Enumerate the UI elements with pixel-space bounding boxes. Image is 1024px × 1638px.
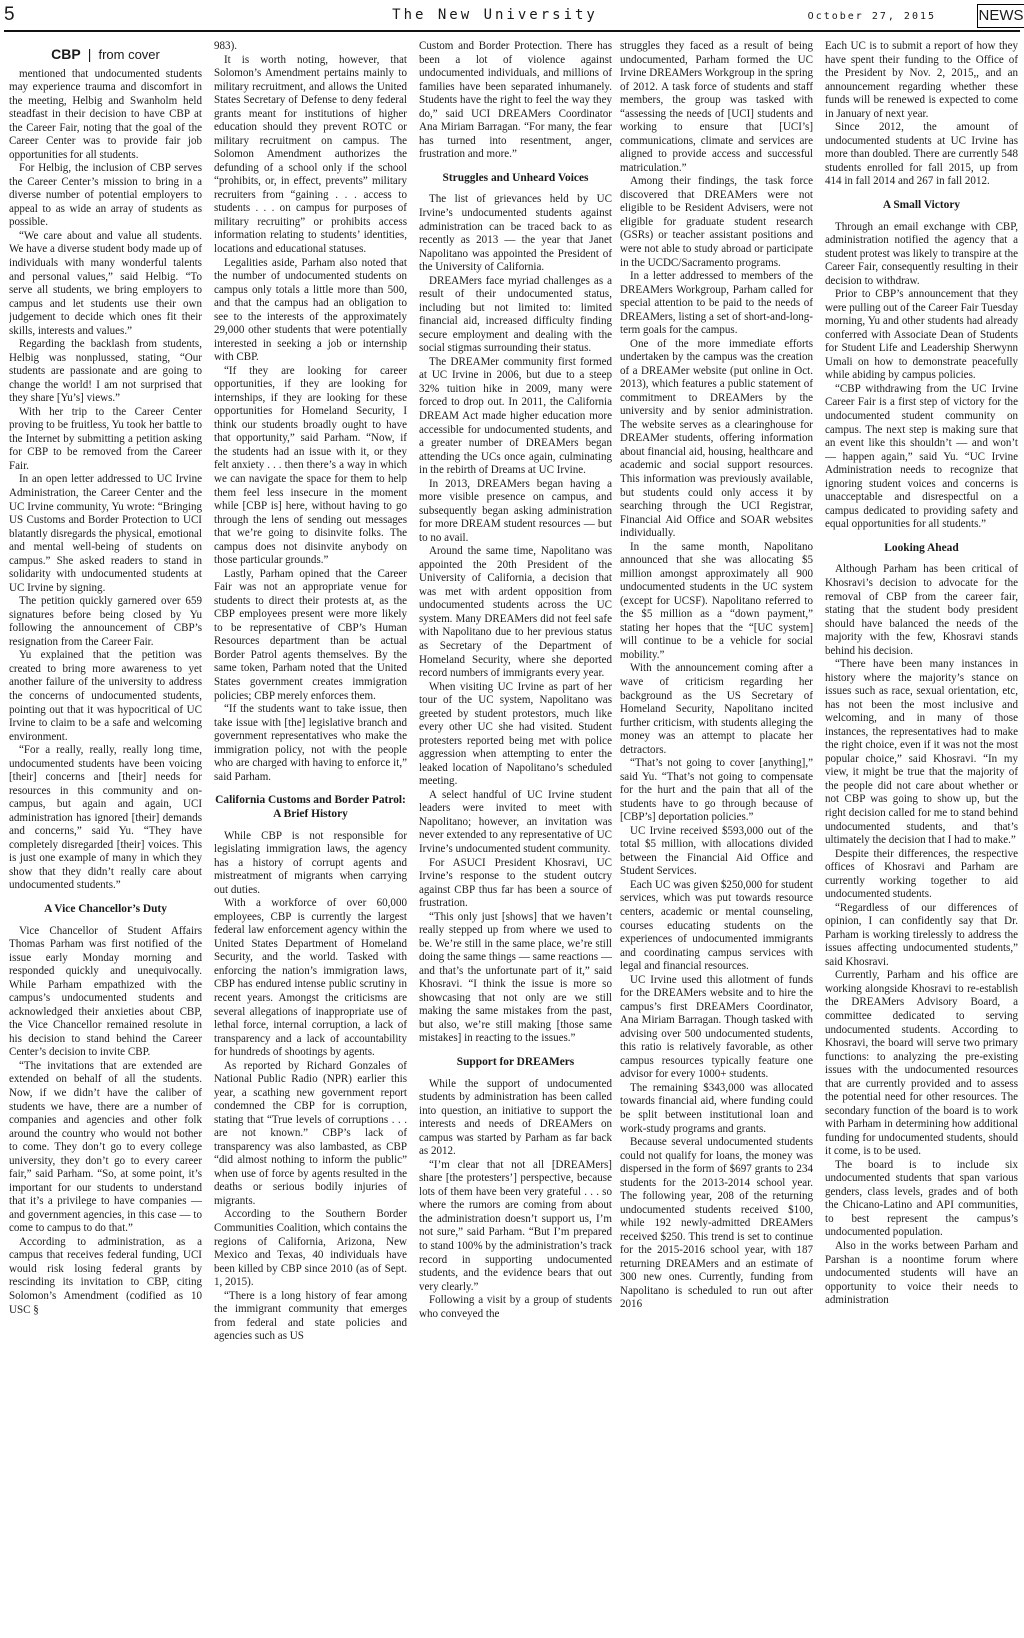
article-paragraph: Lastly, Parham opined that the Career Fair was not an appropriate venue for students to direct their protests at, as the CBP employees present were more likely to be representative of CBP’s Human Resources department than be actual Border Patrol agents themselves. By the same token, Parham noted that the United States government creates immigration policies; CBP merely enforces them.	[214, 567, 407, 702]
article-paragraph: With the announcement coming after a wave of criticism regarding her background as the US Secretary of Homeland Security, Napolitano incited further criticism, with students alleging the money was an attempt to placate her detractors.	[620, 662, 813, 756]
jump-separator: |	[87, 46, 92, 62]
article-paragraph: While CBP is not responsible for legislating immigration laws, the agency has a history of corrupt agents and mistreatment of migrants when carrying out duties.	[214, 829, 407, 896]
article-paragraph: Prior to CBP’s announcement that they were pulling out of the Career Fair Tuesday morning, Yu and other students had already conferred with Associate Dean of Students for Student Life and Leadership Sherwynn Umali on how to demonstrate peacefully while abiding by campus policies.	[825, 288, 1018, 382]
article-paragraph: For Helbig, the inclusion of CBP serves the Career Center’s mission to bring in a diverse number of potential employers to appeal to as wide an array of students as possible.	[9, 162, 202, 229]
article-paragraph: Yu explained that the petition was created to bring more awareness to yet another failure of the university to address the concerns of undocumented students, pointing out that it was hypocritical of UC Irvine to claim to be a safe and welcoming environment.	[9, 649, 202, 743]
article-paragraph: Legalities aside, Parham also noted that the number of undocumented students on campus only totals a little more than 500, and that the campus had an obligation to see to the interests of the approximately 29,000 other students that were potentially interested in seeking a job or internship with CBP.	[214, 256, 407, 364]
article-paragraph: In a letter addressed to members of the DREAMers Workgroup, Parham called for special attention to be paid to the needs of DREAMers, listing a set of short-and-long-term goals for the campus.	[620, 270, 813, 337]
article-paragraph: As reported by Richard Gonzales of National Public Radio (NPR) earlier this year, a scathing new government report condemned the CBP for is corruption, stating that “True levels of corruptions . . . are not known.” CBP’s lack of transparency was also lambasted, as CBP “did almost nothing to inform the public” when use of force by agents resulted in the deaths or serious bodily injuries of migrants.	[214, 1059, 407, 1207]
article-paragraph: “There is a long history of fear among the immigrant community that emerges from federal and state policies and agencies such as US	[214, 1289, 407, 1343]
article-paragraph: In 2013, DREAMers began having a more visible presence on campus, and subsequently began asking administration for more DREAM student resources — but to no avail.	[419, 477, 612, 544]
section-label: NEWS	[977, 4, 1024, 28]
section-subhead: A Vice Chancellor’s Duty	[44, 902, 167, 915]
article-paragraph: According to administration, as a campus that receives federal funding, UCI would risk losing federal grants by rescinding its invitation to CBP, citing Solomon’s Amendment (codified as 10 USC §	[9, 1235, 202, 1316]
article-column-2	[214, 40, 407, 1636]
article-paragraph: UC Irvine used this allotment of funds for the DREAMers website and to hire the campus’s first DREAMers Coordinator, Ana Miriam Barragan. Though tasked with advising over 500 undocumented students, this ratio is relatively favorable, as other campus resources typically feature one advisor for every 1000+ students.	[620, 973, 813, 1081]
article-paragraph: “CBP withdrawing from the UC Irvine Career Fair is a first step of victory for the undocumented student community on campus. The next step is making sure that an event like this shouldn’t — and won’t — happen again,” said Yu. “UC Irvine Administration needs to recognize that ignoring student voices and concerns is unacceptable and disrespectful on a campus dedicated to providing safety and equal opportunities for all students.”	[825, 382, 1018, 531]
article-paragraph: “If they are looking for career opportunities, if they are looking for internships, if they are looking for these opportunities for Homeland Security, I think our students broadly ought to have that opportunity,” said Parham. “Now, if the students had an issue with it, or they felt anxiety . . . then there’s a way in which we can navigate the space for them to help them feel less insecure in the moment while [CBP is] here, without having to go through the lens of sending out messages that we’re going to disinvite folks. The campus does not disinvite anybody on those particular grounds.”	[214, 364, 407, 567]
article-paragraph: Since 2012, the amount of undocumented students at UC Irvine has more than doubled. There are currently 548 students enrolled for fall 2015, up from 414 in fall 2014 and 267 in fall 2012.	[825, 121, 1018, 188]
article-paragraph: Around the same time, Napolitano was appointed the 20th President of the University of California, a decision that was met with ardent opposition from undocumented students across the UC system. Many DREAMers did not feel safe with Napolitano due to her previous status as Secretary of the Department of Homeland Security, where she deported record numbers of immigrants every year.	[419, 545, 612, 680]
article-paragraph: 983).	[214, 40, 238, 52]
article-paragraph: The board is to include six undocumented students that span various genders, class levels, grades and of both the Chicano-Latino and API communities, to best represent the campus’s undocumented population.	[825, 1158, 1018, 1239]
article-paragraph: mentioned that undocumented students may experience trauma and discomfort in the meeting, Helbig and Swanholm held steadfast in their decision to have CBP at the Career Fair, noting that the goal of the Career Center was to provide fair job opportunities for all students.	[9, 67, 202, 161]
article-paragraph: When visiting UC Irvine as part of her tour of the UC system, Napolitano was greeted by student protestors, much like every other UC she had visited. Student protesters reported being met with police aggression when attempting to enter the leaked location of Napolitano’s scheduled meeting.	[419, 680, 612, 788]
article-paragraph: UC Irvine received $593,000 out of the total $5 million, with allocations divided between the Financial Aid Office and Student Services.	[620, 824, 813, 878]
article-paragraph: “We care about and value all students. We have a diverse student body made up of individuals with many wonderful talents and personal values,” said Helbig. “To serve all students, we bring employers to campus and let students use their own judgement to decide which ones fit their skills, interests and values.”	[9, 229, 202, 337]
publication-name: The New University	[392, 7, 598, 23]
masthead	[0, 0, 1024, 32]
column-body	[214, 40, 407, 1344]
article-paragraph: “The invitations that are extended are extended on behalf of all the students. Now, if we didn’t have the caliber of students we have, there are a number of companies and agencies and other folk around the country who would not bother to come. They don’t go to every college university, they don’t go to every career fair,” said Parham. “So, at some point, it’s important for our students to understand that it’s a privilege to have companies — and government agencies, in this case — to come to campus to do that.”	[9, 1059, 202, 1235]
article-paragraph: One of the more immediate efforts undertaken by the campus was the creation of a DREAMer website (put online in Oct. 2013), which features a public statement of commitment to DREAMers by the university and by senior administration. The website serves as a clearinghouse for DREAMer students, offering information about financial aid, housing, healthcare and academic and social support resources. This information was previously available, but students could only access it by searching through the UCI Registrar, Financial Aid Office and SOAR websites individually.	[620, 337, 813, 540]
article-paragraph: Custom and Border Protection. There has been a lot of violence against undocumented individuals, and millions of families have been separated inhumanely. Students have the right to feel the way they do,” said UCI DREAMers Coordinator Ana Miriam Barragan. “For many, the fear has turned into resentment, anger, frustration and more.”	[419, 40, 612, 161]
article-paragraph: The DREAMer community first formed at UC Irvine in 2006, but due to a steep 32% tuition hike in 2009, many were forced to drop out. In 2011, the California DREAM Act made higher education more accessible for undocumented students, and a greater number of DREAMers began attending the UCs once again, culminating in the rebirth of Dreams at UC Irvine.	[419, 355, 612, 477]
column-body	[419, 40, 612, 1321]
article-column-1	[9, 40, 202, 1636]
article-paragraph: With her trip to the Career Center proving to be fruitless, Yu took her battle to the Internet by submitting a petition asking for CBP to be removed from the Career Fair.	[9, 405, 202, 472]
article-paragraph: “That’s not going to cover [anything],” said Yu. “That’s not going to compensate for the hurt and the pain that all of the students have to go through because of [CBP’s] deportation policies.”	[620, 757, 813, 824]
article-paragraph: For ASUCI President Khosravi, UC Irvine’s response to the student outcry against CBP thus far has been a source of frustration.	[419, 856, 612, 910]
article-paragraph: “For a really, really, really long time, undocumented students have been voicing [their] concerns and [their] needs for resources in this community and on-campus, but again and again, UCI administration has ignored [their] demands and concerns,” said Yu. “They have completely disregarded [their] voices. This is just one example of many in which they show that they didn’t really care about undocumented students.”	[9, 744, 202, 892]
section-subhead: Struggles and Unheard Voices	[442, 171, 589, 184]
article-paragraph: “If the students want to take issue, then take issue with [the] legislative branch and government representatives who make the immigration policy, not with the people who are charged with having to enforce it,” said Parham.	[214, 703, 407, 783]
article-paragraph: In the same month, Napolitano announced that she was allocating $5 million amongst approximately all 900 undocumented students in the UC system (except for UCSF). Napolitano referred to the $5 million as a “down payment,” stating her hopes that the “[UC system] will continue to be a vehicle for social mobility.”	[620, 540, 813, 661]
article-paragraph: A select handful of UC Irvine student leaders were invited to meet with Napolitano; however, an invitation was never extended to any representative of UC Irvine’s undocumented student community.	[419, 788, 612, 855]
jump-head	[9, 46, 202, 64]
article-paragraph: The list of grievances held by UC Irvine’s undocumented students against administration can be traced back to as recently as 2013 — the year that Janet Napolitano was appointed the President of the University of California.	[419, 193, 612, 274]
article-paragraph: Despite their differences, the respective offices of Khosravi and Parham are currently working together to aid undocumented students.	[825, 847, 1018, 901]
section-subhead: A Small Victory	[882, 198, 961, 211]
article-paragraph: Through an email exchange with CBP, administration notified the agency that a student protest was likely to transpire at the Career Fair, consequently resulting in their decision to withdraw.	[825, 220, 1018, 287]
article-paragraph: According to the Southern Border Communities Coalition, which contains the regions of California, Arizona, New Mexico and Texas, 40 individuals have been killed by CBP since 2010 (as of Sept. 1, 2015).	[214, 1208, 407, 1289]
article-paragraph: Because several undocumented students could not qualify for loans, the money was dispersed in the form of $697 grants to 234 students for the 2013-2014 school year. The following year, 208 of the returning undocumented students received $100, while 192 newly-admitted DREAMers received $250. This trend is set to continue for the 2015-2016 school year, with 187 returning DREAMers and an estimate of 300 new ones. Currently, funding from Napolitano is scheduled to run out after 2016	[620, 1136, 813, 1311]
jump-from: from cover	[98, 47, 160, 62]
page-number: 5	[4, 4, 15, 25]
jump-tag: CBP	[51, 46, 81, 62]
section-subhead: California Customs and Border Patrol: A Brief History	[215, 794, 406, 820]
article-paragraph: DREAMers face myriad challenges as a result of their undocumented status, including but not limited to: limited financial aid, increased difficulty finding secure employment and dealing with the social stigmas surrounding their status.	[419, 274, 612, 355]
article-paragraph: “I’m clear that not all [DREAMers] share [the protesters’] perspective, because lots of them have been very grateful . . . so where the rumors are coming from about the administration doesn’t support us, I’m not sure,” said Parham. “But I’m prepared to stand 100% by the administration’s track record in supporting undocumented students, and the evidence bears that out very clearly.”	[419, 1158, 612, 1293]
section-subhead: Support for DREAMers	[456, 1055, 575, 1068]
article-paragraph: “This only just [shows] that we haven’t really stepped up from where we used to be. We’re still in the same place, we’re still doing the same things — same reactions — and that’s the unfortunate part of it,” said Khosravi. “I think the issue is more so showcasing that not only are we still making the same mistakes from the past, but also, we’re still making [those same mistakes] in reacting to the issues.”	[419, 910, 612, 1045]
article-paragraph: Among their findings, the task force discovered that DREAMers were not eligible to be Resident Advisers, were not eligible for graduate student research (GSRs) or teacher assistant positions and were not able to study abroad or participate in the UCDC/Sacramento programs.	[620, 175, 813, 269]
article-paragraph: Currently, Parham and his office are working alongside Khosravi to re-establish the DREAMers Advisory Board, a committee dedicated to serving undocumented students. According to Khosravi, the board will serve two primary functions: to analyzing the pre-existing issues with the undocumented resources that are currently provided and to assess the potential need for other resources. The secondary function of the board is to work with Parham in determining how additional funding for undocumented students, should it come, is to be used.	[825, 969, 1018, 1158]
article-paragraph: Following a visit by a group of students who conveyed the	[419, 1294, 612, 1320]
column-body	[620, 40, 813, 1312]
article-paragraph: It is worth noting, however, that Solomon’s Amendment pertains mainly to military recruitment, and allows the United States Secretary of Defense to deny federal grants meant for institutions of higher education should they prevent ROTC or military recruitment on campus. The Solomon Amendment authorizes the defunding of a school only if the school “prohibits, or, in effect, prevents” military recruiters from “gaining . . . access to students . . . on campus for purposes of military recruiting” or prohibits access information relating to students’ identities, locations and educational statuses.	[214, 53, 407, 255]
article-paragraph: Also in the works between Parham and Parshan is a noontime forum where undocumented students will have an opportunity to voice their needs to administration	[825, 1240, 1018, 1307]
article-paragraph: In an open letter addressed to UC Irvine Administration, the Career Center and the UC Irvine community, Yu wrote: “Bringing US Customs and Border Protection to UCI blatantly disregards the physical, emotional and mental well-being of students on campus.” She asked readers to stand in solidarity with undocumented students at UC Irvine by signing.	[9, 473, 202, 594]
article-paragraph: Each UC was given $250,000 for student services, which was put towards resource centers, academic or mental counseling, courses educating students on the experiences of undocumented immigrants and coordinating campus services with legal and financial resources.	[620, 878, 813, 973]
article-paragraph: Each UC is to submit a report of how they have spent their funding to the Office of the President by Nov. 2, 2015,, and an announcement regarding whether these funds will be renewed is expected to come in January of next year.	[825, 40, 1018, 120]
column-body	[825, 40, 1018, 1308]
article-paragraph: struggles they faced as a result of being undocumented, Parham formed the UC Irvine DREAMers Workgroup in the spring of 2012. A task force of students and staff members, the group was tasked with “assessing the needs of [UCI] students and working to ensure that [UCI’s] communications, climate and services are aligned to provide access and successful matriculation.”	[620, 40, 813, 174]
column-body	[9, 68, 202, 1318]
section-subhead: Looking Ahead	[884, 541, 959, 554]
header-rule	[4, 30, 1020, 32]
article-paragraph: The remaining $343,000 was allocated towards financial aid, where funding could be split between institutional loan and work-study programs and grants.	[620, 1081, 813, 1135]
issue-date: October 27, 2015	[807, 11, 936, 22]
article-paragraph: With a workforce of over 60,000 employees, CBP is currently the largest federal law enforcement agency within the United States Department of Homeland Security, and the world. Tasked with enforcing the nation’s immigration laws, CBP has endured intense public scrutiny in recent years. Amongst the criticisms are several allegations of inappropriate use of lethal force, internal corruption, a lack of transparency and a lack of accountability for hundreds of shootings by agents.	[214, 897, 407, 1059]
article-paragraph: “Regardless of our differences of opinion, I can confidently say that Dr. Parham is working tirelessly to address the issues affecting undocumented students,” said Khosravi.	[825, 901, 1018, 968]
article-paragraph: The petition quickly garnered over 659 signatures before being closed by Yu following the announcement of CBP’s resignation from the Career Fair.	[9, 595, 202, 648]
article-paragraph: “There have been many instances in history where the majority’s stance on issues such as race, sexual orientation, etc, has not been the most inclusive and welcoming, and in many of those instances, the representatives had to make the right choice, even if it was not the most popular choice,” said Khosravi. “In my view, it might be true that the majority of the people did not care about whether or not CBP was going to show up, but the right decision called for me to stand behind undocumented students, and that’s ultimately the decision that I had to make.”	[825, 658, 1018, 847]
article-column-5	[825, 40, 1018, 1636]
article-paragraph: Regarding the backlash from students, Helbig was nonplussed, stating, “Our students are passionate and are going to change the world! I am not surprised that they share [Yu’s] views.”	[9, 338, 202, 405]
article-paragraph: Although Parham has been critical of Khosravi’s decision to advocate for the removal of CBP from the career fair, stating that the student body president should have balanced the needs of the majority with the few, Khosravi stands behind his decision.	[825, 563, 1018, 657]
article-paragraph: Vice Chancellor of Student Affairs Thomas Parham was first notified of the issue early Monday morning and responded quickly and unequivocally. While Parham empathized with the campus’s undocumented students and acknowledged their anxieties about CBP, the Vice Chancellor remained resolute in his decision to stand behind the Career Center’s decision to invite CBP.	[9, 924, 202, 1059]
article-column-3	[419, 40, 612, 1636]
article-paragraph: While the support of undocumented students by administration has been called into question, an initiative to support the interests and needs of DREAMers on campus was started by Parham as far back as 2012.	[419, 1077, 612, 1158]
article-column-4	[620, 40, 813, 1636]
